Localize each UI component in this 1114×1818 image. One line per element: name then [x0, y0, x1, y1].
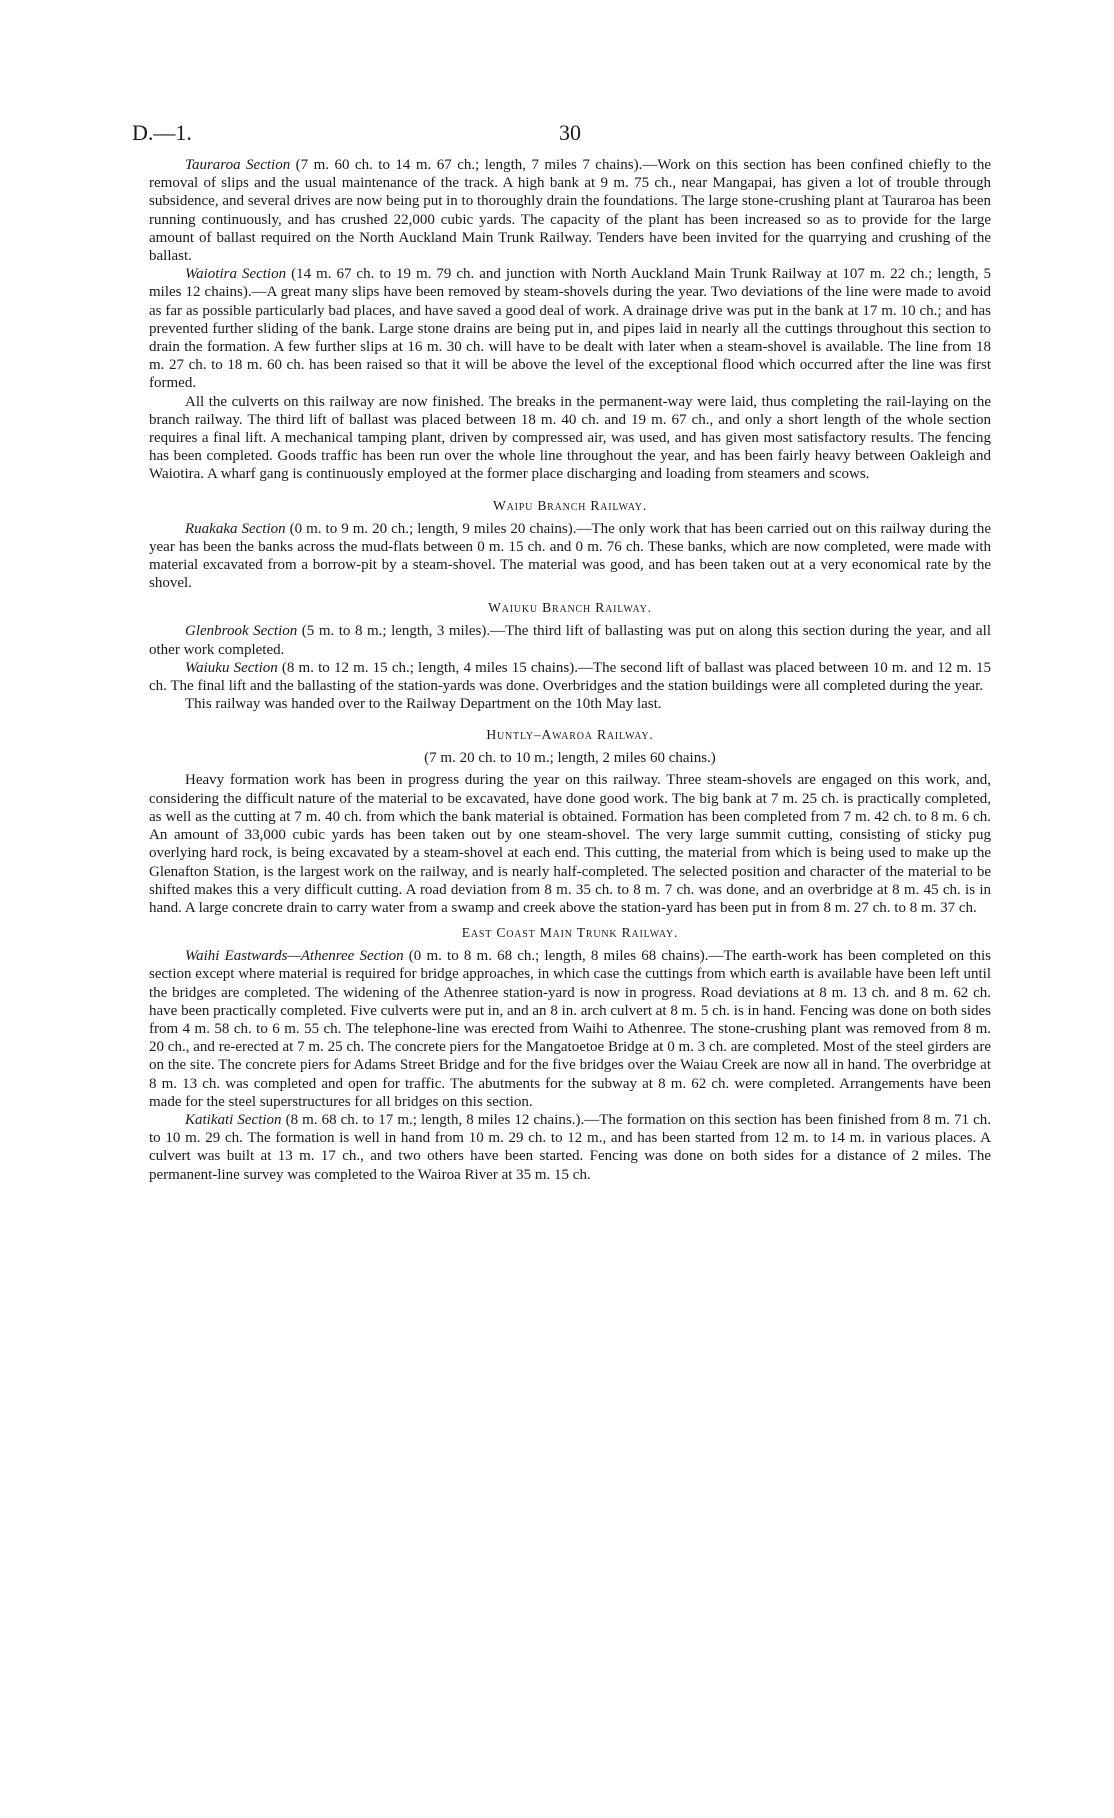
section-label: Katikati Section	[185, 1111, 282, 1128]
section-label: Waiotira Section	[185, 266, 287, 283]
section-north-auckland	[149, 156, 991, 484]
paragraph-text: (7 m. 60 ch. to 14 m. 67 ch.; length, 7 miles 7 chains).—Work on this section has been confined chiefly to the removal of slips and the usual maintenance of the track. A high bank at 9 m. 75 ch., near Mangapai, has given a lot of trouble through subsidence, and several drives are now being put in to thoroughly drain the foundations. The large stone-crushing plant at Tauraroa has been running continuously, and has crushed 22,000 cubic yards. The capacity of the plant has been increased so as to provide for the large amount of ballast required on the North Auckland Main Trunk Railway. Tenders have been invited for the quarrying and crushing of the ballast.	[149, 157, 992, 265]
paragraph	[149, 1111, 991, 1184]
section-waiuku-branch	[149, 600, 991, 713]
section-label: Waiuku Section	[185, 659, 278, 676]
paragraph	[149, 771, 991, 917]
paragraph-text: (0 m. to 8 m. 68 ch.; length, 8 miles 68 chains).—The earth-work has been completed on this section except where material is required for bridge approaches, in which case the cuttings from which earth is available have been left until the bridges are completed. The widening of the Athenree station-yard is now in progress. Road deviations at 8 m. 13 ch. and 8 m. 62 ch. have been practically completed. Five culverts were put in, and an 8 in. arch culvert at 8 m. 5 ch. is in hand. Fencing was done on both sides from 4 m. 58 ch. to 6 m. 55 ch. The telephone-line was erected from Waihi to Athenree. The stone-crushing plant was removed from 8 m. 20 ch., and re-erected at 7 m. 25 ch. The concrete piers for the Mangatoetoe Bridge at 0 m. 3 ch. are completed. Most of the steel girders are on the site. The concrete piers for Adams Street Bridge and for the five bridges over the Waiau Creek are now all in hand. The overbridge at 8 m. 13 ch. was completed and open for traffic. The abutments for the subway at 8 m. 62 ch. were completed. Arrangements have been made for the steel superstructures for all bridges on this section.	[149, 948, 991, 1110]
section-label: Glenbrook Section	[185, 623, 298, 640]
paragraph	[149, 265, 991, 392]
section-east-coast-main-trunk	[149, 925, 991, 1184]
paragraph-text: (5 m. to 8 m.; length, 3 miles).—The third lift of ballasting was put on along this section during the year, and all other work completed.	[149, 623, 992, 658]
paragraph-text: Heavy formation work has been in progress during the year on this railway. Three steam-shovels are engaged on this work, and, considering the difficult nature of the material to be excavated, have done good work. The big bank at 7 m. 25 ch. is practically completed, as well as the cutting at 7 m. 40 ch. from which the bank material is obtained. Formation has been completed from 7 m. 42 ch. to 8 m. 6 ch. An amount of 33,000 cubic yards has been taken out by one steam-shovel. The very large summit cutting, consisting of sticky pug overlying hard rock, is being excavated by a steam-shovel at each end. This cutting, the material from which is being used to make up the Glenafton Station, is the largest work on the railway, and is nearly half-completed. The selected position and character of the material to be shifted makes this a very difficult cutting. A road deviation from 8 m. 35 ch. to 8 m. 7 ch. was done, and an overbridge at 8 m. 45 ch. is in hand. A large concrete drain to carry water from a swamp and creek above the station-yard has been put in from 8 m. 27 ch. to 8 m. 37 ch.	[149, 772, 991, 916]
paragraph	[149, 622, 991, 658]
paragraph	[149, 695, 991, 713]
document-page	[132, 120, 992, 1184]
section-huntly-awaroa	[149, 727, 991, 917]
page-header	[132, 120, 991, 156]
page-number: 30	[559, 120, 581, 145]
section-heading: East Coast Main Trunk Railway.	[461, 925, 679, 941]
document-reference: D.—1.	[132, 120, 192, 145]
paragraph	[149, 520, 991, 593]
paragraph-text: (0 m. to 9 m. 20 ch.; length, 9 miles 20 chains).—The only work that has been carried out on this railway during the year has been the banks across the mud-flats between 0 m. 15 ch. and 0 m. 76 ch. These banks, which are now completed, were made with material excavated from a borrow-pit by a steam-shovel. The material was good, and has been taken out at a very economical rate by the shovel.	[149, 520, 991, 592]
paragraph-text: (8 m. 68 ch. to 17 m.; length, 8 miles 12 chains.).—The formation on this section has been finished from 8 m. 71 ch. to 10 m. 29 ch. The formation is well in hand from 10 m. 29 ch. to 12 m., and has been started from 12 m. to 14 m. in various places. A culvert was built at 13 m. 17 ch., and two others have been started. Fencing was done on both sides for a distance of 2 miles. The permanent-line survey was completed to the Wairoa River at 35 m. 15 ch.	[149, 1111, 991, 1183]
section-subheading: (7 m. 20 ch. to 10 m.; length, 2 miles 60 chains.)	[424, 750, 716, 767]
paragraph-text: All the culverts on this railway are now finished. The breaks in the permanent-way were laid, thus completing the rail-laying on the branch railway. The third lift of ballast was placed between 18 m. 40 ch. and 19 m. 67 ch., and only a short length of the whole section requires a final lift. A mechanical tamping plant, driven by compressed air, was used, and has given most satisfactory results. The fencing has been completed. Goods traffic has been run over the whole line throughout the year, and has been fairly heavy between Oakleigh and Waiotira. A wharf gang is continuously employed at the former place discharging and loading from steamers and scows.	[149, 393, 991, 483]
paragraph-text: This railway was handed over to the Railway Department on the 10th May last.	[185, 696, 662, 713]
paragraph-text: (14 m. 67 ch. to 19 m. 79 ch. and junction with North Auckland Main Trunk Railway at 107 m. 22 ch.; length, 5 miles 12 chains).—A great many slips have been removed by steam-shovels during the year. Two deviations of the line were made to avoid as far as possible particularly bad places, and have saved a good deal of work. A drainage drive was put in the bank at 17 m. 10 ch.; and has prevented further sliding of the bank. Large stone drains are being put in, and pipes laid in nearly all the cuttings throughout this section to drain the formation. A few further slips at 16 m. 30 ch. will have to be dealt with later when a steam-shovel is available. The line from 18 m. 27 ch. to 18 m. 60 ch. has been raised so that it will be above the level of the exceptional flood which occurred after the line was first formed.	[149, 266, 991, 392]
paragraph	[149, 156, 991, 265]
section-heading: Waipu Branch Railway.	[492, 497, 648, 513]
section-waipu-branch	[149, 498, 991, 593]
section-heading: Waiuku Branch Railway.	[488, 600, 652, 616]
section-label: Tauraroa Section	[185, 157, 291, 173]
section-heading: Huntly–Awaroa Railway.	[486, 727, 654, 743]
paragraph	[149, 659, 991, 695]
paragraph	[149, 393, 991, 484]
paragraph	[149, 947, 991, 1111]
section-label: Ruakaka Section	[185, 520, 286, 537]
section-label: Waihi Eastwards—Athenree Section	[185, 948, 404, 965]
paragraph-text: (8 m. to 12 m. 15 ch.; length, 4 miles 15 chains).—The second lift of ballast was placed between 10 m. and 12 m. 15 ch. The final lift and the ballasting of the station-yards was done. Overbridges and the station buildings were all completed during the year.	[149, 659, 991, 695]
